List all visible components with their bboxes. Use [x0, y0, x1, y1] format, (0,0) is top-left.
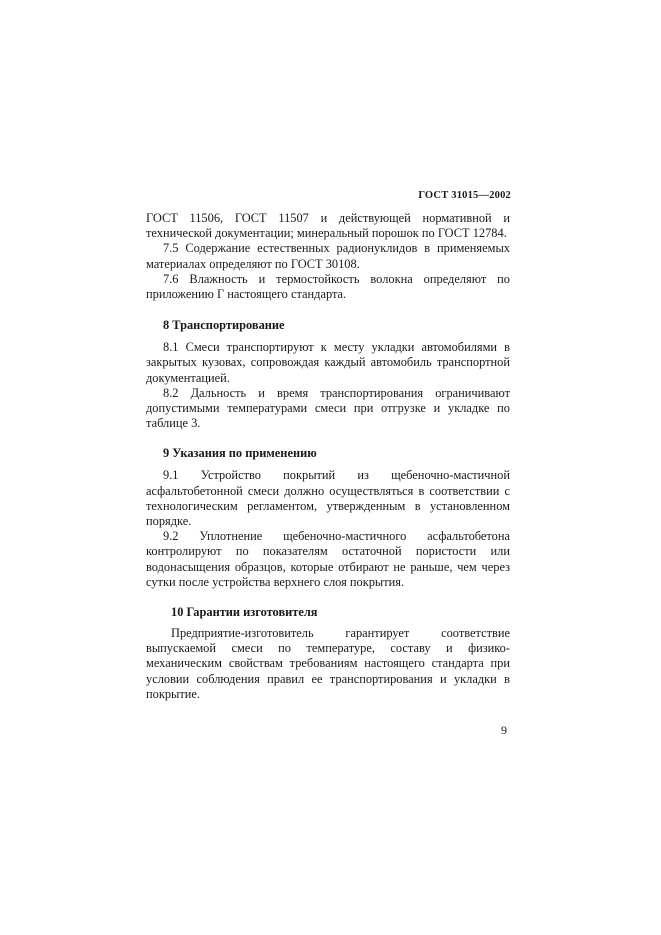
- paragraph-7-6: 7.6 Влажность и термостойкость волокна определяют по приложению Г настоящего стандарта.: [146, 271, 510, 302]
- document-code-header: ГОСТ 31015—2002: [418, 190, 511, 201]
- paragraph-10: Предприятие-изготовитель гарантирует соответствие выпускаемой смеси по температуре, составу и физико-механическим свойствам требованиям настоящего стандарта при условии соблюдения правил ее транспортирования и укладки в покрытие.: [146, 626, 510, 701]
- paragraph-9-1: 9.1 Устройство покрытий из щебеночно-мастичной асфальтобетонной смеси должно осуществляться в соответствии с технологическим регламентом, утвержденным в установленном порядке.: [146, 468, 510, 529]
- section-10-heading: 10 Гарантии изготовителя: [171, 605, 318, 620]
- paragraph-8-2: 8.2 Дальность и время транспортирования ограничивают допустимыми температурами смеси при отгрузке и укладке по таблице 3.: [146, 385, 510, 431]
- document-body: [146, 211, 510, 702]
- page-number: 9: [501, 723, 507, 737]
- section-9-heading: 9 Указания по применению: [163, 446, 317, 461]
- paragraph-8-1: 8.1 Смеси транспортируют к месту укладки автомобилями в закрытых кузовах, сопровождая каждый автомобиль транспортной документацией.: [146, 340, 510, 385]
- paragraph-9-2: 9.2 Уплотнение щебеночно-мастичного асфальтобетона контролируют по показателям остаточной пористости или водонасыщения образцов, которые отбирают не раньше, чем через сутки после устройства верхнего слоя покрытия.: [146, 529, 510, 589]
- paragraph-7-5: 7.5 Содержание естественных радионуклидов в применяемых материалах определяют по ГОСТ 30108.: [146, 241, 510, 271]
- section-8-heading: 8 Транспортирование: [163, 318, 285, 333]
- paragraph-7-4-continuation: ГОСТ 11506, ГОСТ 11507 и действующей нормативной и технической документации; минеральный порошок по ГОСТ 12784.: [146, 211, 510, 241]
